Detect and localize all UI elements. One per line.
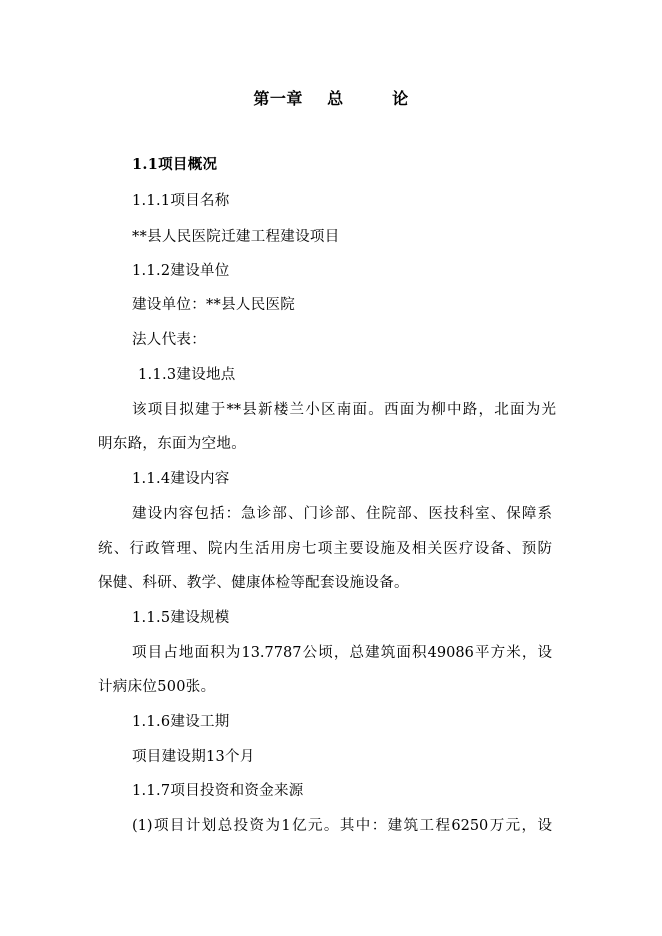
period-text: 项目建设期13个月	[132, 749, 255, 765]
chapter-title: 第一章 总 论	[253, 89, 409, 108]
subsection-heading-1-1-1: 1.1.1项目名称	[132, 193, 230, 209]
content-line-1: 建设内容包括：急诊部、门诊部、住院部、医技科室、保障系	[132, 506, 552, 522]
subsection-heading-1-1-4: 1.1.4建设内容	[132, 471, 230, 487]
subsection-heading-1-1-2: 1.1.2建设单位	[132, 263, 230, 279]
scale-line-1: 项目占地面积为13.7787公顷，总建筑面积49086平方米，设	[132, 645, 552, 661]
location-line-2: 明东路，东面为空地。	[98, 436, 246, 452]
location-line-1: 该项目拟建于**县新楼兰小区南面。西面为柳中路，北面为光	[132, 402, 556, 418]
legal-rep-text: 法人代表：	[132, 332, 206, 348]
subsection-heading-1-1-5: 1.1.5建设规模	[132, 610, 230, 626]
subsection-heading-1-1-7: 1.1.7项目投资和资金来源	[132, 783, 304, 799]
project-name-text: **县人民医院迁建工程建设项目	[132, 229, 340, 245]
builder-text: 建设单位：**县人民医院	[132, 297, 296, 313]
scale-line-2: 计病床位500张。	[98, 679, 216, 695]
investment-line-1: (1)项目计划总投资为1亿元。其中：建筑工程6250万元，设	[132, 818, 552, 834]
section-heading-1-1: 1.1项目概况	[132, 156, 218, 173]
content-line-2: 统、行政管理、院内生活用房七项主要设施及相关医疗设备、预防	[98, 541, 552, 557]
content-line-3: 保健、科研、教学、健康体检等配套设施设备。	[98, 575, 409, 591]
subsection-heading-1-1-6: 1.1.6建设工期	[132, 714, 230, 730]
subsection-heading-1-1-3: 1.1.3建设地点	[138, 367, 236, 383]
